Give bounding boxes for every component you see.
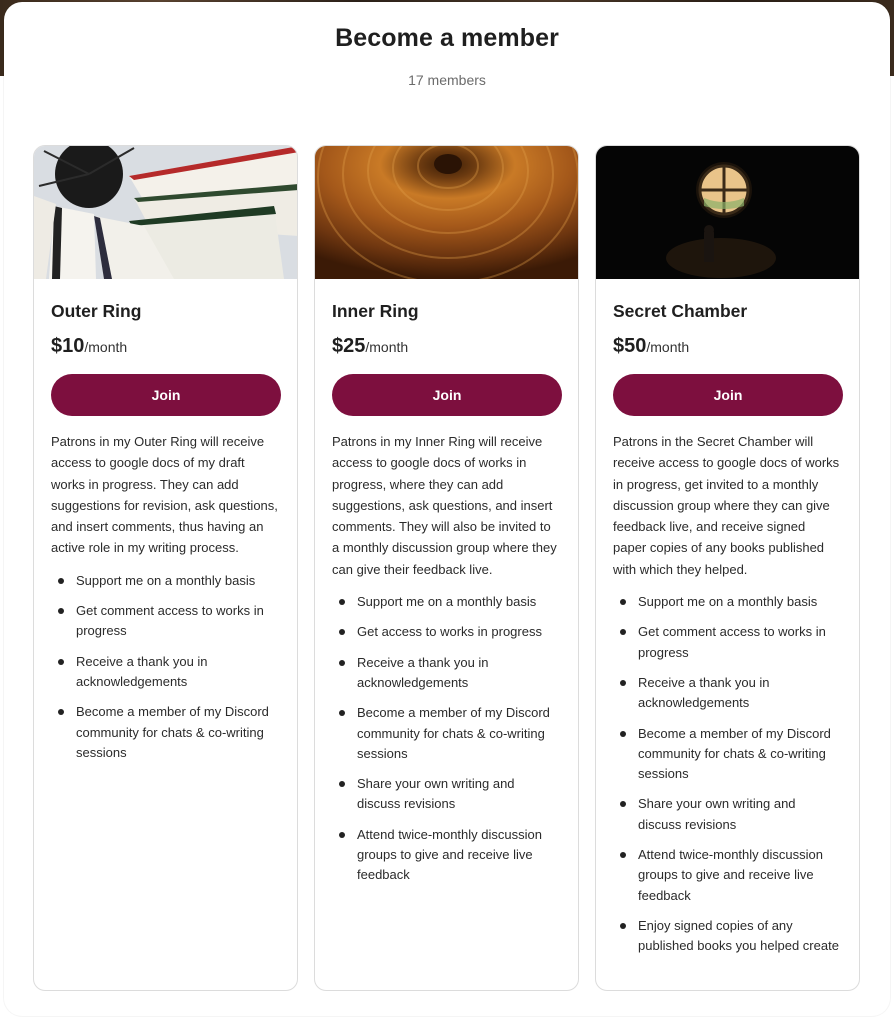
bullet-icon <box>620 923 626 929</box>
tier-name: Inner Ring <box>332 301 419 321</box>
bullet-icon <box>620 731 626 737</box>
tier-description: Patrons in my Outer Ring will receive access to google docs of my draft works in progress. They can add suggestions for revision, ask questions, and insert comments, thus having an active role in my writing process. <box>51 434 278 556</box>
benefit-text: Attend twice-monthly discussion groups to give and receive live feedback <box>357 826 542 883</box>
benefit-item <box>51 571 280 591</box>
bullet-icon <box>339 629 345 635</box>
price-period: /month <box>365 339 409 355</box>
benefit-item <box>332 622 561 642</box>
benefit-text: Share your own writing and discuss revisions <box>638 796 796 832</box>
bullet-icon <box>58 578 64 584</box>
tier-price <box>613 334 842 360</box>
tier-image-books <box>34 146 297 279</box>
benefit-item <box>613 916 842 957</box>
benefit-item <box>332 703 561 764</box>
bullet-icon <box>339 599 345 605</box>
tier-card-inner-ring <box>314 145 579 991</box>
benefit-text: Become a member of my Discord community for chats & co-writing sessions <box>638 725 831 782</box>
tier-card-outer-ring <box>33 145 298 991</box>
benefits-list <box>332 592 561 886</box>
bullet-icon <box>339 832 345 838</box>
tier-name: Outer Ring <box>51 301 142 321</box>
benefit-text: Receive a thank you in acknowledgements <box>638 674 770 711</box>
benefit-text: Share your own writing and discuss revisions <box>357 776 515 812</box>
benefit-item <box>51 702 280 763</box>
benefit-text: Receive a thank you in acknowledgements <box>76 653 208 689</box>
benefit-text: Enjoy signed copies of any published books you helped create <box>638 917 839 954</box>
benefits-list <box>51 571 280 763</box>
tier-price <box>51 334 280 360</box>
price-amount: $50 <box>613 335 647 357</box>
tier-image-book-tunnel <box>315 146 578 279</box>
benefit-text: Become a member of my Discord community for chats & co-writing sessions <box>357 705 550 761</box>
price-amount: $25 <box>332 335 366 357</box>
tier-name: Secret Chamber <box>613 301 748 321</box>
bullet-icon <box>58 709 64 715</box>
benefit-text: Attend twice-monthly discussion groups to give and receive live feedback <box>638 847 823 903</box>
join-button-secret-chamber[interactable]: Join <box>613 374 843 416</box>
join-button-outer-ring[interactable]: Join <box>51 374 281 416</box>
benefit-text: Get access to works in progress <box>357 624 542 640</box>
benefit-item <box>332 825 561 886</box>
bullet-icon <box>58 659 64 665</box>
benefit-item <box>51 652 280 693</box>
benefit-item <box>332 592 561 612</box>
benefits-list <box>613 592 842 956</box>
bullet-icon <box>620 680 626 686</box>
bullet-icon <box>620 801 626 807</box>
benefit-item <box>613 794 842 835</box>
tier-card-secret-chamber <box>595 145 860 991</box>
tier-image-window <box>596 146 859 279</box>
benefit-text: Receive a thank you in acknowledgements <box>357 654 489 690</box>
benefit-item <box>613 673 842 714</box>
page-title: Become a member <box>335 24 559 52</box>
bullet-icon <box>620 599 626 605</box>
tier-price <box>332 334 561 360</box>
benefit-text: Get comment access to works in progress <box>76 603 264 639</box>
benefit-text: Support me on a monthly basis <box>638 594 818 610</box>
bullet-icon <box>339 660 345 666</box>
benefit-text: Become a member of my Discord community for chats & co-writing sessions <box>76 704 269 760</box>
benefit-item <box>613 724 842 785</box>
dark-window-image <box>596 146 859 279</box>
price-period: /month <box>646 339 690 355</box>
tier-description: Patrons in the Secret Chamber will receive access to google docs of works in progress, get invited to a monthly discussion group where they can give feedback live, and receive signed paper copies of any books published with which they helped. <box>613 434 840 577</box>
benefit-text: Support me on a monthly basis <box>357 594 537 610</box>
bullet-icon <box>620 629 626 635</box>
member-count: 17 members <box>408 72 486 88</box>
tier-description: Patrons in my Inner Ring will receive access to google docs of works in progress, where they can add suggestions, ask questions, and insert comments. They will also be invited to a monthly discussion group where they can give their feedback live. <box>332 434 557 577</box>
book-tunnel-image <box>315 146 578 279</box>
benefit-text: Get comment access to works in progress <box>638 624 826 660</box>
benefit-item <box>332 653 561 694</box>
join-button-inner-ring[interactable]: Join <box>332 374 562 416</box>
benefit-item <box>613 592 842 612</box>
benefit-item <box>51 601 280 642</box>
benefit-item <box>332 774 561 815</box>
price-period: /month <box>84 339 128 355</box>
price-amount: $10 <box>51 335 85 357</box>
bullet-icon <box>58 608 64 614</box>
bullet-icon <box>339 781 345 787</box>
books-fan-image <box>34 146 297 279</box>
benefit-text: Support me on a monthly basis <box>76 572 256 588</box>
bullet-icon <box>620 852 626 858</box>
benefit-item <box>613 845 842 906</box>
bullet-icon <box>339 710 345 716</box>
benefit-item <box>613 622 842 663</box>
